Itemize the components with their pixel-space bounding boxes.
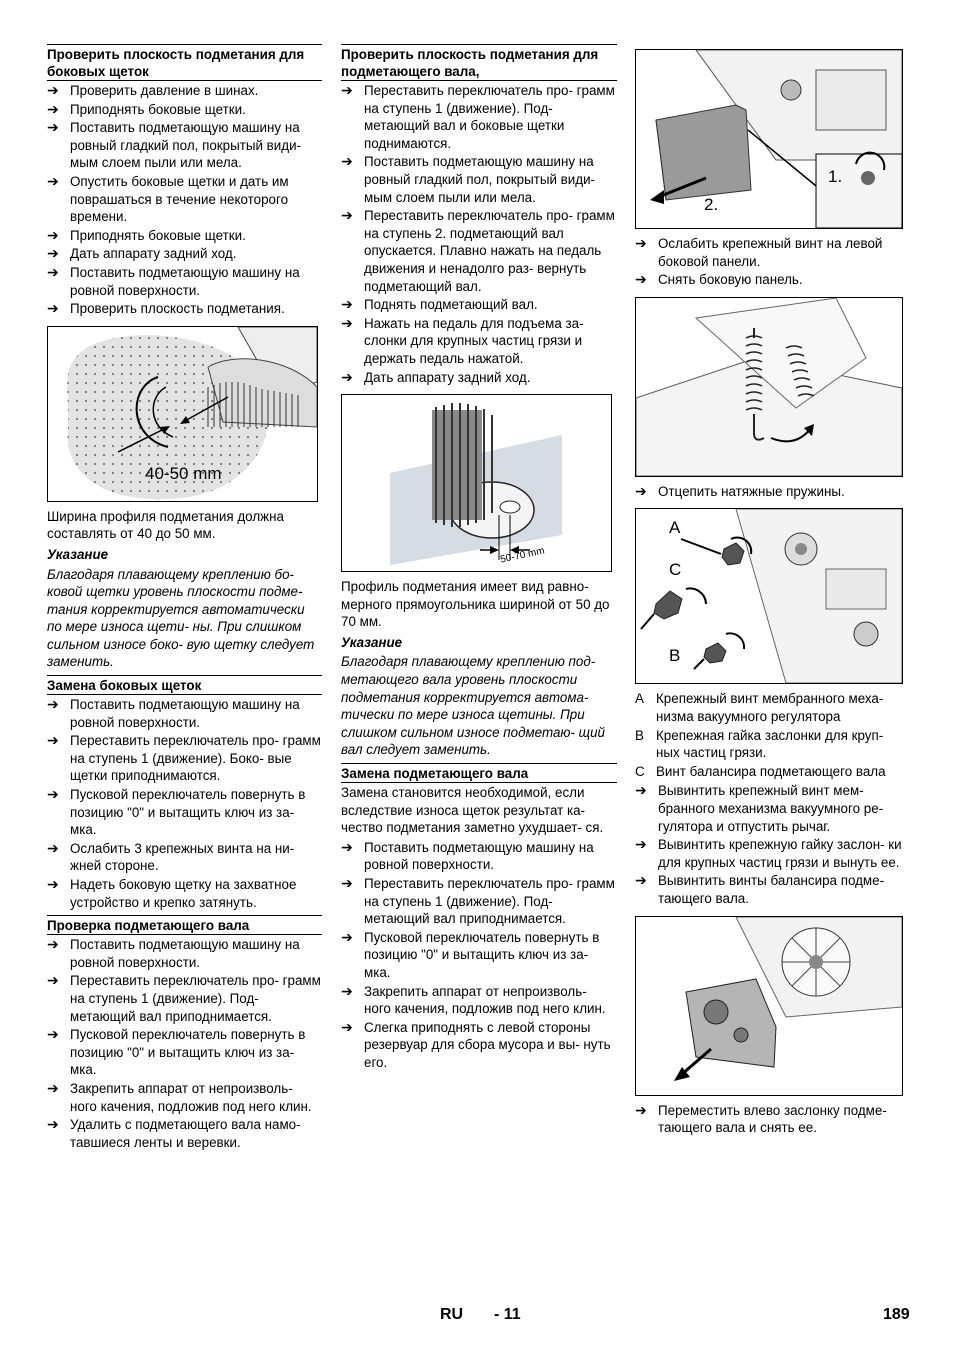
- section-title: Проверка подметающего вала: [47, 915, 322, 935]
- step-text: Переставить переключатель про- грамм на ступень 1 (движение). Под- метающий вал и боковые щетки поднимаются.: [364, 83, 615, 151]
- step-text: Пусковой переключатель повернуть в позицию "0" и вытащить ключ из за- мка.: [70, 787, 306, 838]
- arrow-right-icon: ➔: [341, 982, 353, 999]
- legend-text: Винт балансира подметающего вала: [656, 763, 886, 779]
- paragraph: Профиль подметания имеет вид равно- мерного прямоугольника шириной от 50 до 70 мм.: [341, 579, 610, 630]
- figure-label: B: [669, 646, 681, 666]
- step-item: [47, 786, 322, 839]
- step-text: Пусковой переключатель повернуть в позицию "0" и вытащить ключ из за- мка.: [70, 1027, 306, 1078]
- step-list: [635, 1102, 905, 1137]
- arrow-right-icon: ➔: [47, 100, 59, 117]
- step-item: [47, 173, 322, 226]
- step-text: Закрепить аппарат от непроизволь- ного качения, подложив под него клин.: [70, 1080, 312, 1114]
- note-heading: Указание: [341, 634, 403, 650]
- step-list: [635, 235, 905, 289]
- step-text: Поставить подметающую машину на ровной поверхности.: [364, 839, 594, 873]
- arrow-right-icon: ➔: [341, 838, 353, 855]
- arrow-right-icon: ➔: [47, 245, 59, 262]
- step-text: Переставить переключатель про- грамм на ступень 2. подметающий вал опускается. Плавно нажать на педаль движения и ненадолго раз- вернуть подметающий вал.: [364, 208, 615, 294]
- legend-list: [635, 690, 905, 780]
- figure-screws: [635, 508, 903, 684]
- step-text: Опустить боковые щетки и дать им поврашаться в течение некоторого времени.: [70, 173, 289, 225]
- step-text: Поднять подметающий вал.: [364, 297, 538, 313]
- step-text: Переставить переключатель про- грамм на ступень 1 (движение). Под- метающий вал приподнимается.: [364, 876, 615, 927]
- step-text: Дать аппарату задний ход.: [70, 246, 237, 262]
- arrow-right-icon: ➔: [47, 786, 59, 803]
- step-list: [341, 82, 617, 386]
- step-item: [47, 696, 322, 731]
- step-item: [635, 271, 905, 289]
- legend-text: Крепежная гайка заслонки для круп- ных частиц грязи.: [656, 727, 884, 761]
- arrow-right-icon: ➔: [341, 1018, 353, 1035]
- step-text: Поставить подметающую машину на ровной поверхности.: [70, 697, 300, 730]
- step-text: Переставить переключатель про- грамм на ступень 1 (движение). Под- метающий вал приподнимается.: [70, 973, 321, 1024]
- section-title: Замена подметающего вала: [341, 763, 617, 783]
- arrow-right-icon: ➔: [47, 1116, 59, 1133]
- column-2: [341, 44, 617, 1074]
- section-title: Замена боковых щеток: [47, 675, 322, 695]
- legend-item: [635, 763, 905, 781]
- footer-page-number: 189: [883, 1306, 910, 1323]
- footer-lang: RU: [440, 1306, 464, 1323]
- figure-side-brush: [47, 326, 318, 502]
- step-item: [47, 1080, 322, 1115]
- figure-roller-flap: [635, 916, 903, 1096]
- step-text: Поставить подметающую машину на ровной поверхности.: [70, 937, 300, 970]
- arrow-right-icon: ➔: [341, 153, 353, 170]
- figure-springs: [635, 297, 903, 477]
- step-text: Пусковой переключатель повернуть в позицию "0" и вытащить ключ из за- мка.: [364, 929, 600, 980]
- arrow-right-icon: ➔: [47, 936, 59, 953]
- figure-label: 1.: [828, 167, 843, 186]
- arrow-right-icon: ➔: [47, 119, 59, 136]
- arrow-right-icon: ➔: [47, 226, 59, 243]
- step-item: [47, 972, 322, 1025]
- arrow-right-icon: ➔: [47, 696, 59, 713]
- step-text: Нажать на педаль для подъема за- слонки для крупных частиц грязи и держать педаль нажатой.: [364, 315, 584, 366]
- step-item: [341, 296, 617, 314]
- arrow-right-icon: ➔: [341, 314, 353, 331]
- paragraph: Ширина профиля подметания должна составлять от 40 до 50 мм.: [47, 508, 284, 542]
- step-text: Удалить с подметающего вала намо- тавшиеся ленты и веревки.: [70, 1117, 301, 1150]
- step-item: [635, 483, 905, 501]
- arrow-right-icon: ➔: [635, 235, 647, 251]
- step-item: [47, 936, 322, 971]
- step-text: Надеть боковую щетку на захватное устройство и крепко затянуть.: [70, 877, 297, 910]
- figure-label: C: [669, 560, 682, 580]
- step-item: [341, 315, 617, 368]
- step-item: [341, 82, 617, 152]
- column-1: [47, 44, 322, 1153]
- step-item: [47, 101, 322, 119]
- arrow-right-icon: ➔: [635, 482, 647, 499]
- step-item: [47, 732, 322, 785]
- arrow-right-icon: ➔: [341, 82, 353, 98]
- figure-label: A: [669, 518, 681, 538]
- step-item: [47, 82, 322, 100]
- step-text: Вывинтить крепежный винт мем- бранного механизма вакуумного ре- гулятора и отпустить рычаг.: [658, 783, 884, 834]
- step-item: [341, 207, 617, 295]
- step-item: [635, 782, 905, 835]
- step-text: Отцепить натяжные пружины.: [658, 483, 845, 499]
- step-item: [47, 227, 322, 245]
- step-item: [635, 1102, 905, 1137]
- step-text: Вывинтить крепежную гайку заслон- ки для крупных частиц грязи и вынуть ее.: [658, 837, 902, 870]
- arrow-right-icon: ➔: [635, 872, 647, 889]
- section-title: Проверить плоскость подметания для боковых щеток: [47, 44, 322, 81]
- note-heading: Указание: [47, 546, 109, 562]
- step-text: Приподнять боковые щетки.: [70, 227, 246, 243]
- arrow-right-icon: ➔: [341, 368, 353, 385]
- step-text: Переставить переключатель про- грамм на ступень 1 (движение). Боко- вые щетки приподнимаются.: [70, 733, 321, 784]
- step-text: Переместить влево заслонку подме- тающего вала и снять ее.: [658, 1102, 887, 1136]
- step-text: Вывинтить винты балансира подме- тающего вала.: [658, 873, 885, 906]
- step-item: [635, 836, 905, 871]
- arrow-right-icon: ➔: [47, 263, 59, 280]
- step-item: [341, 929, 617, 982]
- figure-side-panel: [635, 49, 903, 229]
- legend-key: C: [635, 763, 645, 779]
- step-text: Поставить подметающую машину на ровный гладкий пол, покрытый види- мым слоем пыли или мела.: [70, 120, 302, 171]
- arrow-right-icon: ➔: [47, 876, 59, 892]
- arrow-right-icon: ➔: [47, 1026, 59, 1043]
- arrow-right-icon: ➔: [47, 300, 59, 317]
- step-text: Закрепить аппарат от непроизволь- ного качения, подложив под него клин.: [364, 983, 606, 1017]
- step-text: Проверить плоскость подметания.: [70, 301, 285, 317]
- step-item: [47, 300, 322, 318]
- figure-label: 40-50 mm: [145, 463, 222, 483]
- paragraph: Замена становится необходимой, если вследствие износа щеток результат ка- чество подметания заметно ухудшает- ся.: [341, 785, 604, 836]
- step-text: Поставить подметающую машину на ровный гладкий пол, покрытый види- мым слоем пыли или мела.: [364, 154, 596, 205]
- legend-text: Крепежный винт мембранного меха- низма вакуумного регулятора: [656, 691, 884, 724]
- arrow-right-icon: ➔: [635, 836, 647, 853]
- legend-item: [635, 727, 905, 762]
- step-list: [341, 839, 617, 1072]
- step-list: [47, 696, 322, 911]
- step-item: [341, 875, 617, 928]
- arrow-right-icon: ➔: [47, 82, 59, 98]
- step-text: Поставить подметающую машину на ровной поверхности.: [70, 264, 300, 298]
- step-item: [47, 1116, 322, 1151]
- step-text: Дать аппарату задний ход.: [364, 369, 531, 385]
- figure-roller-brush: [341, 394, 612, 572]
- step-text: Слегка приподнять с левой стороны резервуар для сбора мусора и вы- нуть его.: [364, 1019, 611, 1070]
- step-item: [47, 876, 322, 911]
- step-list: [47, 82, 322, 318]
- step-item: [341, 839, 617, 874]
- footer-section: - 11: [494, 1306, 521, 1323]
- arrow-right-icon: ➔: [341, 875, 353, 891]
- step-item: [47, 264, 322, 299]
- arrow-right-icon: ➔: [47, 972, 59, 989]
- arrow-right-icon: ➔: [47, 1079, 59, 1096]
- step-item: [47, 840, 322, 875]
- arrow-right-icon: ➔: [341, 928, 353, 945]
- step-text: Приподнять боковые щетки.: [70, 101, 246, 117]
- arrow-right-icon: ➔: [47, 732, 59, 749]
- note-text: Благодаря плавающему креплению под- метающего вала уровень плоскости подметания корректируется автома- тически по мере износа щетины. При слишком сильном износе подметаю- щий вал следует заменить.: [341, 654, 605, 758]
- step-item: [47, 1026, 322, 1079]
- step-text: Снять боковую панель.: [658, 272, 803, 288]
- legend-key: B: [635, 727, 644, 743]
- step-item: [635, 235, 905, 270]
- figure-label: 2.: [704, 195, 719, 214]
- arrow-right-icon: ➔: [47, 839, 59, 856]
- step-item: [341, 153, 617, 206]
- step-item: [47, 245, 322, 263]
- arrow-right-icon: ➔: [635, 1101, 647, 1118]
- arrow-right-icon: ➔: [47, 172, 59, 189]
- legend-item: [635, 690, 905, 725]
- step-item: [341, 369, 617, 387]
- step-list: [635, 483, 905, 501]
- step-item: [635, 872, 905, 907]
- step-item: [47, 119, 322, 172]
- note-text: Благодаря плавающему креплению бо- ковой щетки уровень плоскости подме- тания корректируется автоматически по мере износа щети- ны. При слишком сильном износе боко- вую щетку следует заменить.: [47, 566, 315, 670]
- section-title: Проверить плоскость подметания для подметающего вала,: [341, 44, 617, 81]
- arrow-right-icon: ➔: [341, 207, 353, 224]
- figure-label: 50-70 mm: [499, 545, 546, 566]
- step-text: Проверить давление в шинах.: [70, 83, 259, 98]
- step-text: Ослабить крепежный винт на левой боковой панели.: [658, 236, 883, 269]
- legend-key: A: [635, 691, 644, 707]
- arrow-right-icon: ➔: [635, 271, 647, 288]
- step-list: [47, 936, 322, 1151]
- arrow-right-icon: ➔: [635, 782, 647, 799]
- arrow-right-icon: ➔: [341, 296, 353, 313]
- step-text: Ослабить 3 крепежных винта на ни- жней стороне.: [70, 840, 295, 874]
- step-item: [341, 983, 617, 1018]
- column-3: [635, 46, 905, 1139]
- step-list: [635, 782, 905, 907]
- step-item: [341, 1019, 617, 1072]
